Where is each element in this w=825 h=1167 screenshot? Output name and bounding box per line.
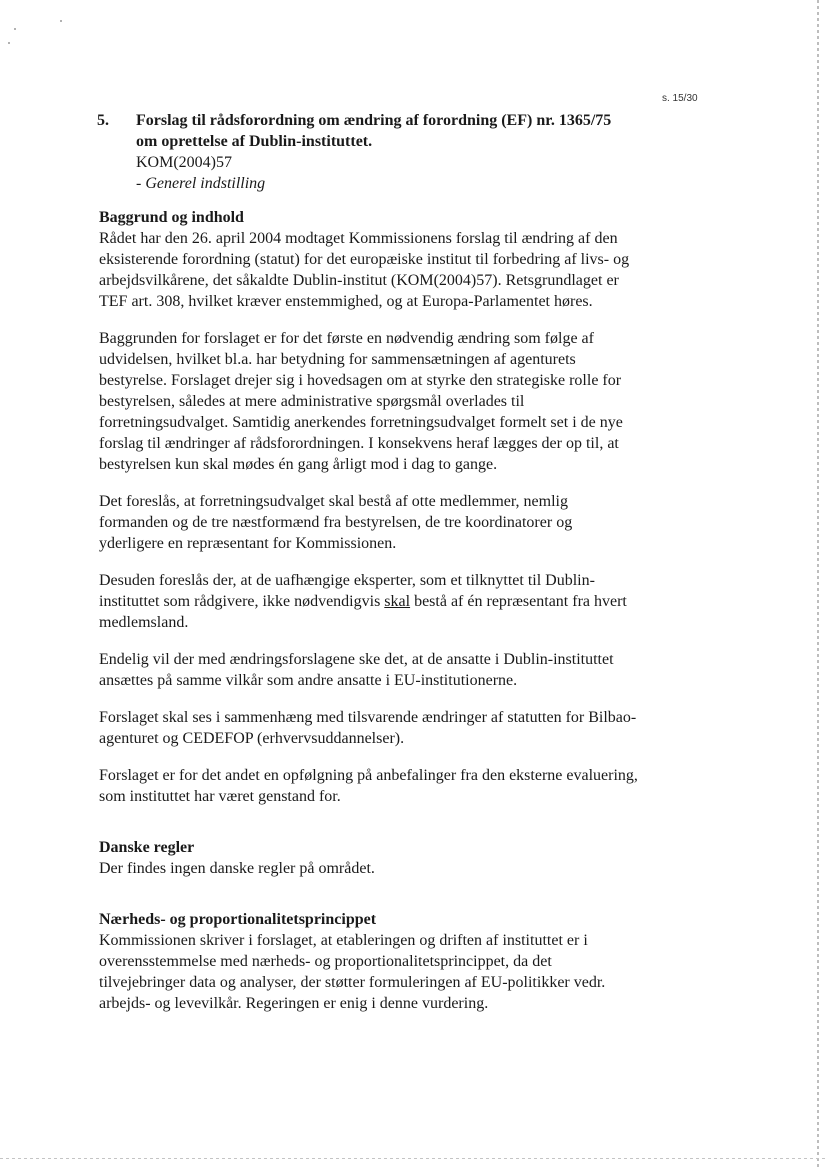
agenda-title: Forslag til rådsforordning om ændring af forordning (EF) nr. 1365/75 om oprettelse af Dublin-instituttet. [136,112,612,150]
scan-edge-right [817,0,819,1167]
paragraph: Der findes ingen danske regler på området. [99,860,375,877]
agenda-reference: KOM(2004)57 [136,154,232,171]
paragraph: Kommissionen skriver i forslaget, at etableringen og driften af instituttet er i overensstemmelse med nærheds- og proportionalitetsprincippet, da det tilvejebringer data og analyser, der støtter formuleringen af EU-politikker vedr. arbejds- og levevilkår. Regeringen er enig i denne vurdering. [99,932,606,1012]
text-span: Desuden foreslås der, at de uafhængige eksperter, som et tilknyttet til Dublin-instituttet som rådgivere, ikke nødvendigvis [99,572,595,610]
scan-speck [8,42,10,44]
paragraph: Baggrunden for forslaget er for det første en nødvendig ændring som følge af udvidelsen, hvilket bl.a. har betydning for sammensætningen af agenturets bestyrelse. Forslaget drejer sig i hovedsagen om at styrke den strategiske rolle for bestyrelsen, således at mere administrative spørgsmål overlades til forretningsudvalget. Samtidig anerkendes forretningsudvalget formelt set i de nye forslag til ændringer af rådsforordningen. I konsekvens heraf lægges der op til, at bestyrelsen kun skal mødes én gang årligt mod i dag to gange. [99,330,623,473]
page-number: s. 15/30 [662,93,698,104]
agenda-number: 5. [97,112,109,129]
paragraph: Endelig vil der med ændringsforslagene ske det, at de ansatte i Dublin-instituttet ansættes på samme vilkår som andre ansatte i EU-institutionerne. [99,651,614,689]
paragraph: Forslaget er for det andet en opfølgning på anbefalinger fra den eksterne evaluering, som instituttet har været genstand for. [99,767,638,805]
paragraph [99,570,639,633]
scan-speck [14,28,16,30]
paragraph: Rådet har den 26. april 2004 modtaget Kommissionens forslag til ændring af den eksisterende forordning (statut) for det europæiske institut til forbedring af livs- og arbejdsvilkårene, det såkaldte Dublin-institut (KOM(2004)57). Retsgrundlaget er TEF art. 308, hvilket kræver enstemmighed, og at Europa-Parlamentet høres. [99,230,630,310]
scan-edge-bottom [0,1158,825,1159]
agenda-subtitle: - Generel indstilling [136,175,266,192]
section-heading-background: Baggrund og indhold [99,209,244,226]
section-heading-subsidiarity: Nærheds- og proportionalitetsprincippet [99,911,377,928]
agenda-item [97,110,617,194]
paragraph: Forslaget skal ses i sammenhæng med tilsvarende ændringer af statutten for Bilbao-agenturet og CEDEFOP (erhvervsuddannelser). [99,709,637,747]
agenda-body [136,110,617,194]
scan-speck [60,20,62,22]
text-span: bestå af én repræsentant fra hvert medlemsland. [99,593,627,631]
paragraph: Det foreslås, at forretningsudvalget skal bestå af otte medlemmer, nemlig formanden og de tre næstformænd fra bestyrelsen, de tre koordinatorer og yderligere en repræsentant for Kommissionen. [99,493,573,552]
underlined-word: skal [384,593,411,610]
section-heading-danish-rules: Danske regler [99,839,195,856]
document-body [99,207,639,1030]
